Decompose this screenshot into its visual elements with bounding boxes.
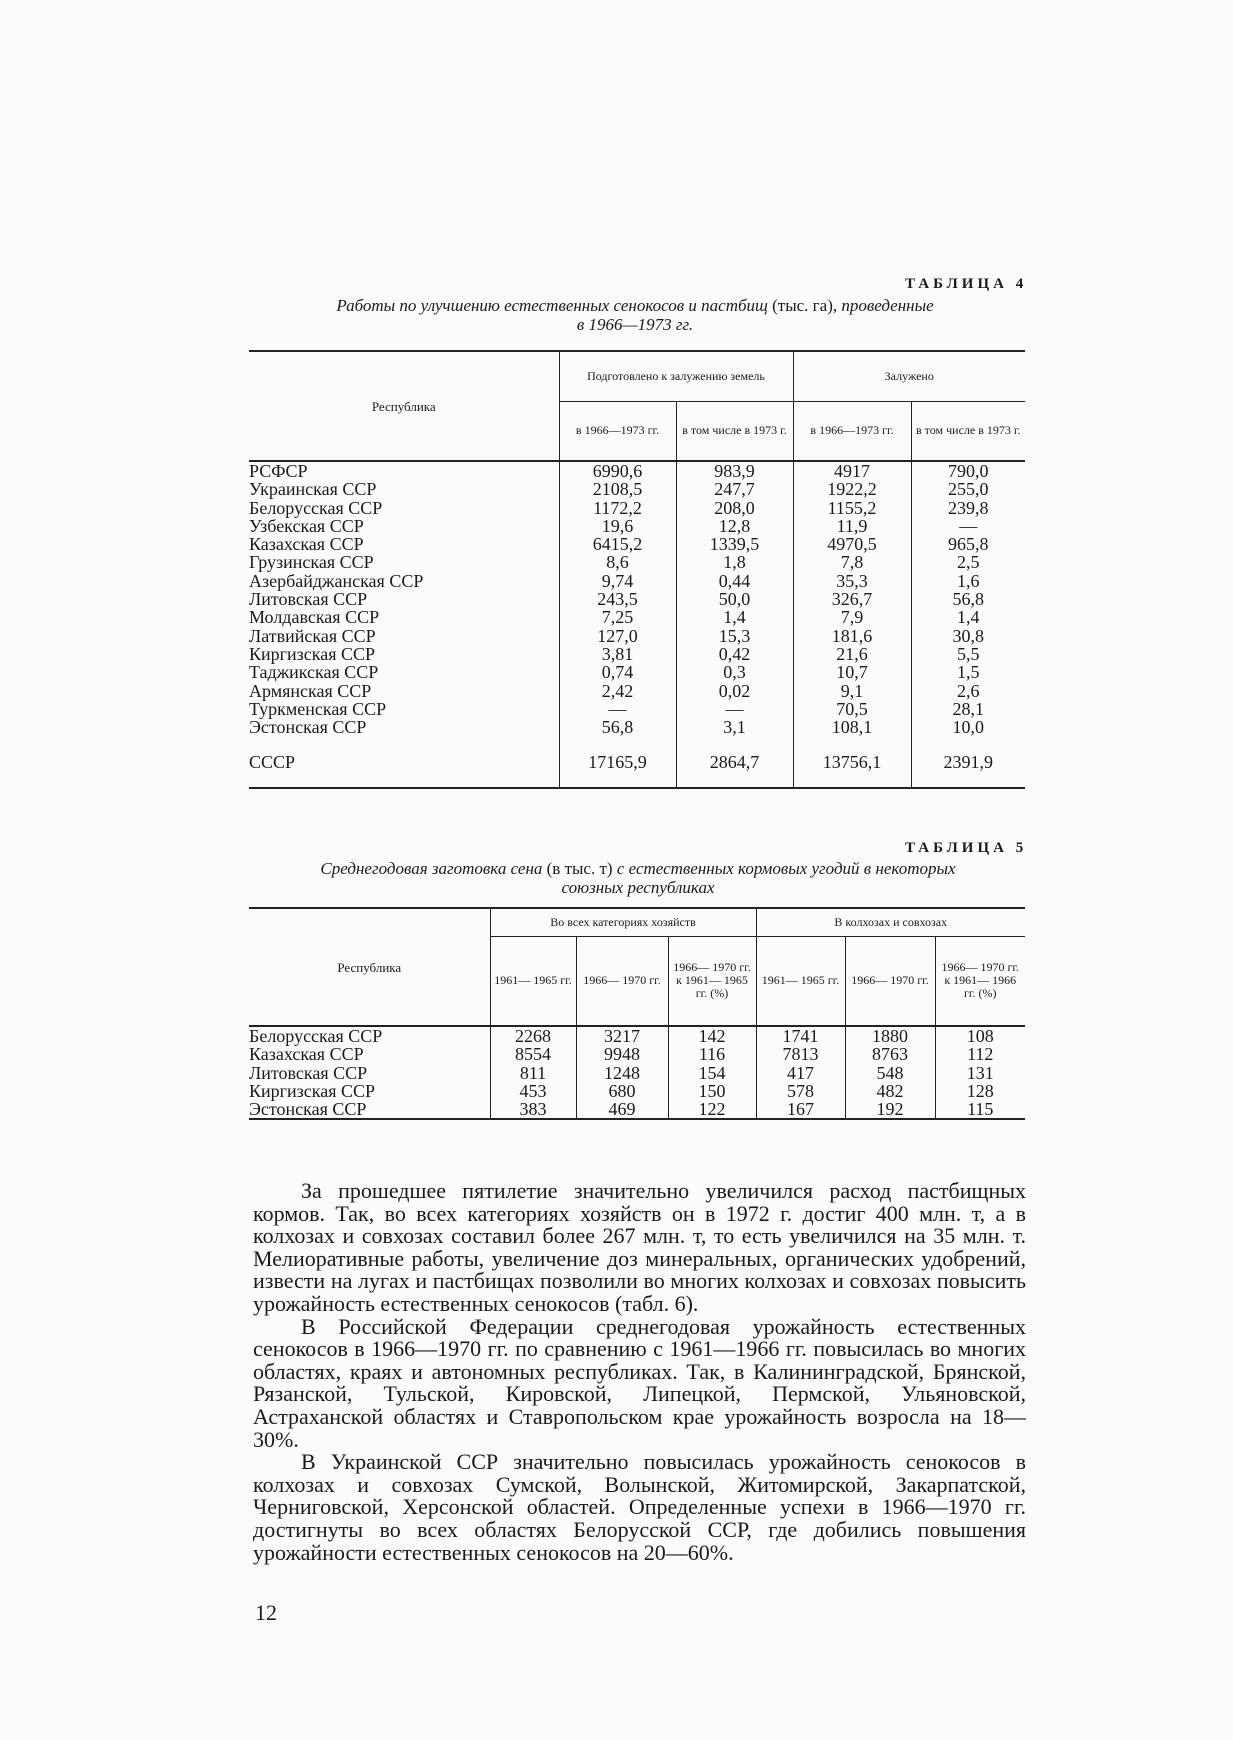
table-cell: РСФСР: [249, 461, 308, 481]
table-cell: Туркменская ССР: [249, 698, 387, 719]
table-cell: 3,81: [601, 643, 634, 664]
t5-subheader-all-1966: 1966— 1970 гг.: [576, 936, 668, 1026]
table4-caption: [250, 296, 1020, 334]
table-cell: 2,42: [601, 680, 634, 701]
table-cell: 482: [876, 1080, 904, 1101]
t5-kolkhoz-1966-column: [845, 1026, 935, 1119]
t4-subheader-sown-1973: в том числе в 1973 г.: [911, 401, 1025, 461]
table-cell: 11,9: [836, 515, 868, 536]
table-cell: 548: [876, 1062, 904, 1083]
table4-caption-part1: Работы по улучшению естественных сенокосов и пастбищ: [336, 296, 768, 315]
table-cell: Таджикская ССР: [249, 662, 379, 683]
table-cell: 1,4: [957, 607, 980, 628]
table-cell: 9,74: [601, 570, 634, 591]
table-cell: Казахская ССР: [249, 534, 364, 555]
table-cell: 21,6: [836, 643, 868, 664]
table-cell: 4970,5: [827, 534, 877, 555]
table-cell: 167: [787, 1099, 814, 1120]
table-cell: 7,25: [601, 607, 634, 628]
table-cell: Литовская ССР: [249, 1062, 368, 1083]
table-cell: 142: [698, 1026, 726, 1046]
t5-subheader-kolkhoz-1966: 1966— 1970 гг.: [845, 936, 935, 1026]
t4-sown-1973-column: [911, 461, 1025, 736]
table-cell: 116: [698, 1044, 726, 1065]
table-cell: 19,6: [601, 515, 634, 536]
t4-total-c1: 17165,9: [559, 736, 676, 788]
t5-subheader-kolkhoz-pct: 1966— 1970 гг. к 1961— 1966 гг. (%): [935, 936, 1025, 1026]
table-cell: 965,8: [948, 534, 989, 555]
table-cell: 15,3: [718, 625, 751, 646]
table-cell: 3217: [604, 1026, 640, 1046]
table-cell: 30,8: [952, 625, 984, 646]
t4-header-prepared: Подготовлено к залужению земель: [559, 351, 793, 401]
table-cell: 7,9: [840, 607, 864, 628]
table-cell: Киргизская ССР: [249, 643, 376, 664]
table-cell: 122: [698, 1099, 726, 1120]
table5: [249, 907, 1025, 1120]
table-cell: 239,8: [948, 497, 989, 518]
table-cell: 12,8: [718, 515, 751, 536]
table-cell: 50,0: [718, 589, 751, 610]
table-cell: 255,0: [948, 479, 989, 500]
paragraph: За прошедшее пятилетие значительно увеличился расход пастбищных кормов. Так, во всех категориях хозяйств он в 1972 г. достиг 400 млн. т, а в колхозах и совхозах составил более 267 млн. т, то есть увеличился на 35 млн. т. Мелиоративные работы, увеличение доз минеральных, органических удобрений, извести на лугах и пастбищах позволили во многих колхозах и совхозах повысить урожайность естественных сенокосов (табл. 6).: [253, 1178, 1026, 1316]
t5-republic-column: [249, 1026, 490, 1119]
table-cell: 35,3: [836, 570, 868, 591]
table-cell: 2,5: [957, 552, 980, 573]
table-cell: 131: [966, 1062, 994, 1083]
table-cell: 453: [519, 1080, 547, 1101]
page-number: 12: [255, 1600, 277, 1625]
t4-total-c4: 2391,9: [911, 736, 1025, 788]
table-cell: 115: [967, 1099, 994, 1120]
table5-caption-part2: с естественных кормовых угодий в некоторых: [616, 859, 956, 878]
table-cell: 1,8: [723, 552, 746, 573]
t4-total-name: СССР: [249, 736, 559, 788]
table-cell: 154: [698, 1062, 726, 1083]
table-cell: 811: [519, 1062, 547, 1083]
table4-caption-units: (тыс. га),: [772, 296, 838, 315]
table-cell: 1339,5: [709, 534, 760, 555]
t5-subheader-all-pct: 1966— 1970 гг. к 1961— 1965 гг. (%): [668, 936, 756, 1026]
t4-body: [249, 461, 1025, 736]
table-cell: 28,1: [952, 698, 984, 719]
table-cell: Литовская ССР: [249, 589, 368, 610]
table-cell: 326,7: [831, 589, 873, 610]
table-cell: 983,9: [714, 461, 755, 481]
table-cell: Белорусская ССР: [249, 1026, 383, 1046]
table-cell: 1,5: [957, 662, 980, 683]
table-cell: —: [959, 515, 978, 536]
table-cell: 8,6: [606, 552, 629, 573]
table-cell: Узбекская ССР: [249, 515, 364, 536]
table-cell: 7,8: [840, 552, 864, 573]
table-cell: 1,4: [723, 607, 746, 628]
table-cell: 0,42: [718, 643, 751, 664]
table-cell: 9,1: [840, 680, 864, 701]
table-cell: 5,5: [957, 643, 980, 664]
table-cell: Молдавская ССР: [249, 607, 380, 628]
table-cell: 1880: [872, 1026, 908, 1046]
t5-body: [249, 1026, 1025, 1119]
table-cell: 6415,2: [592, 534, 643, 555]
t4-total-row: [249, 736, 1025, 788]
t5-subheader-kolkhoz-1961: 1961— 1965 гг.: [756, 936, 845, 1026]
t4-total-c3: 13756,1: [793, 736, 911, 788]
t4-total-c2: 2864,7: [676, 736, 793, 788]
paragraph: В Российской Федерации среднегодовая урожайность естественных сенокосов в 1966—1970 гг. по сравнению с 1961—1966 гг. повысилась во многих областях, краях и автономных республиках. Так, в Калининградской, Брянской, Рязанской, Тульской, Кировской, Липецкой, Пермской, Ульяновской, Астраханской областях и Ставропольском крае урожайность возросла на 18—30%.: [253, 1313, 1026, 1452]
table-cell: 208,0: [714, 497, 755, 518]
table-cell: 1741: [782, 1026, 819, 1046]
t4-prepared-total-column: [559, 461, 676, 736]
table-cell: 0,44: [718, 570, 751, 591]
t5-header-kolkhoz: В колхозах и совхозах: [756, 908, 1025, 936]
t5-kolkhoz-1961-column: [756, 1026, 845, 1119]
table-cell: 0,3: [723, 662, 746, 683]
table-cell: 4917: [834, 461, 870, 481]
table-cell: 56,8: [601, 717, 634, 738]
table-cell: 56,8: [952, 589, 984, 610]
table-cell: 2108,5: [592, 479, 643, 500]
table-cell: 1922,2: [827, 479, 877, 500]
table-cell: 8763: [872, 1044, 908, 1065]
table-cell: Грузинская ССР: [249, 552, 374, 573]
table-cell: 150: [698, 1080, 726, 1101]
table-cell: 247,7: [714, 479, 755, 500]
table-cell: 7813: [782, 1044, 819, 1065]
table-cell: 70,5: [836, 698, 868, 719]
table-cell: —: [608, 698, 627, 719]
table-cell: Азербайджанская ССР: [249, 570, 424, 591]
table-cell: 127,0: [597, 625, 638, 646]
t5-subheader-all-1961: 1961— 1965 гг.: [490, 936, 576, 1026]
t5-header-all-farms: Во всех категориях хозяйств: [490, 908, 756, 936]
table5-label: ТАБЛИЦА 5: [905, 840, 1028, 856]
t4-sown-total-column: [793, 461, 911, 736]
table-cell: Белорусская ССР: [249, 497, 383, 518]
table-cell: 128: [966, 1080, 994, 1101]
table-cell: 1155,2: [827, 497, 877, 518]
t5-all-1961-column: [490, 1026, 576, 1119]
table-cell: 0,74: [601, 662, 634, 683]
table-cell: 417: [787, 1062, 814, 1083]
table-cell: 10,7: [836, 662, 868, 683]
t5-all-pct-column: [668, 1026, 756, 1119]
t4-header-republic: Республика: [249, 351, 559, 461]
table5-caption-part1: Среднегодовая заготовка сена: [320, 859, 543, 878]
table-cell: 181,6: [831, 625, 873, 646]
paragraph: В Украинской ССР значительно повысилась урожайность сенокосов в колхозах и совхозах Сумской, Волынской, Житомирской, Закарпатской, Черниговской, Херсонской областей. Определенные успехи в 1966—1970 гг. достигнуты во всех областях Белорусской ССР, где добились повышения урожайности естественных сенокосов на 20—60%.: [253, 1449, 1026, 1565]
table-cell: 680: [608, 1080, 636, 1101]
table-cell: 2,6: [957, 680, 980, 701]
table-cell: 10,0: [952, 717, 984, 738]
table-cell: 108,1: [831, 717, 873, 738]
table-cell: Киргизская ССР: [249, 1080, 376, 1101]
table-cell: 112: [967, 1044, 994, 1065]
t4-subheader-sown-total: в 1966—1973 гг.: [793, 401, 911, 461]
table-cell: Казахская ССР: [249, 1044, 364, 1065]
table-cell: 383: [519, 1099, 547, 1120]
t5-kolkhoz-pct-column: [935, 1026, 1025, 1119]
table-cell: 243,5: [597, 589, 638, 610]
table-cell: 1172,2: [593, 497, 642, 518]
table-cell: —: [725, 698, 744, 719]
t4-prepared-1973-column: [676, 461, 793, 736]
table-cell: 9948: [604, 1044, 640, 1065]
t4-header-sown: Залужено: [793, 351, 1025, 401]
table4-caption-period: в 1966—1973 гг.: [576, 315, 694, 334]
table-cell: 1248: [604, 1062, 640, 1083]
table-cell: 192: [876, 1099, 904, 1120]
table-cell: Армянская ССР: [249, 680, 372, 701]
t5-all-1966-column: [576, 1026, 668, 1119]
t4-subheader-prepared-1973: в том числе в 1973 г.: [676, 401, 793, 461]
table-cell: 6990,6: [592, 461, 643, 481]
table4: [249, 350, 1025, 789]
table4-label: ТАБЛИЦА 4: [905, 276, 1028, 292]
table5-caption: [248, 859, 1028, 897]
table-cell: 0,02: [718, 680, 751, 701]
table5-caption-units: (в тыс. т): [546, 859, 613, 878]
table5-caption-subtitle: союзных республиках: [561, 878, 715, 897]
table-cell: 8554: [515, 1044, 551, 1065]
table-cell: 2268: [515, 1026, 551, 1046]
table-cell: Латвийская ССР: [249, 625, 376, 646]
body-text: [253, 1180, 1026, 1564]
table-cell: 578: [787, 1080, 814, 1101]
table-cell: 3,1: [723, 717, 746, 738]
t4-subheader-prepared-total: в 1966—1973 гг.: [559, 401, 676, 461]
table-cell: 790,0: [948, 461, 989, 481]
table-cell: 1,6: [957, 570, 980, 591]
table4-caption-part2: проведенные: [841, 296, 934, 315]
table-cell: Эстонская ССР: [249, 1099, 367, 1120]
table-cell: Эстонская ССР: [249, 717, 367, 738]
table-cell: 469: [608, 1099, 636, 1120]
t4-republic-column: [249, 461, 559, 736]
t5-header-republic: Республика: [249, 908, 490, 1026]
table-cell: 108: [966, 1026, 994, 1046]
table-cell: Украинская ССР: [249, 479, 377, 500]
